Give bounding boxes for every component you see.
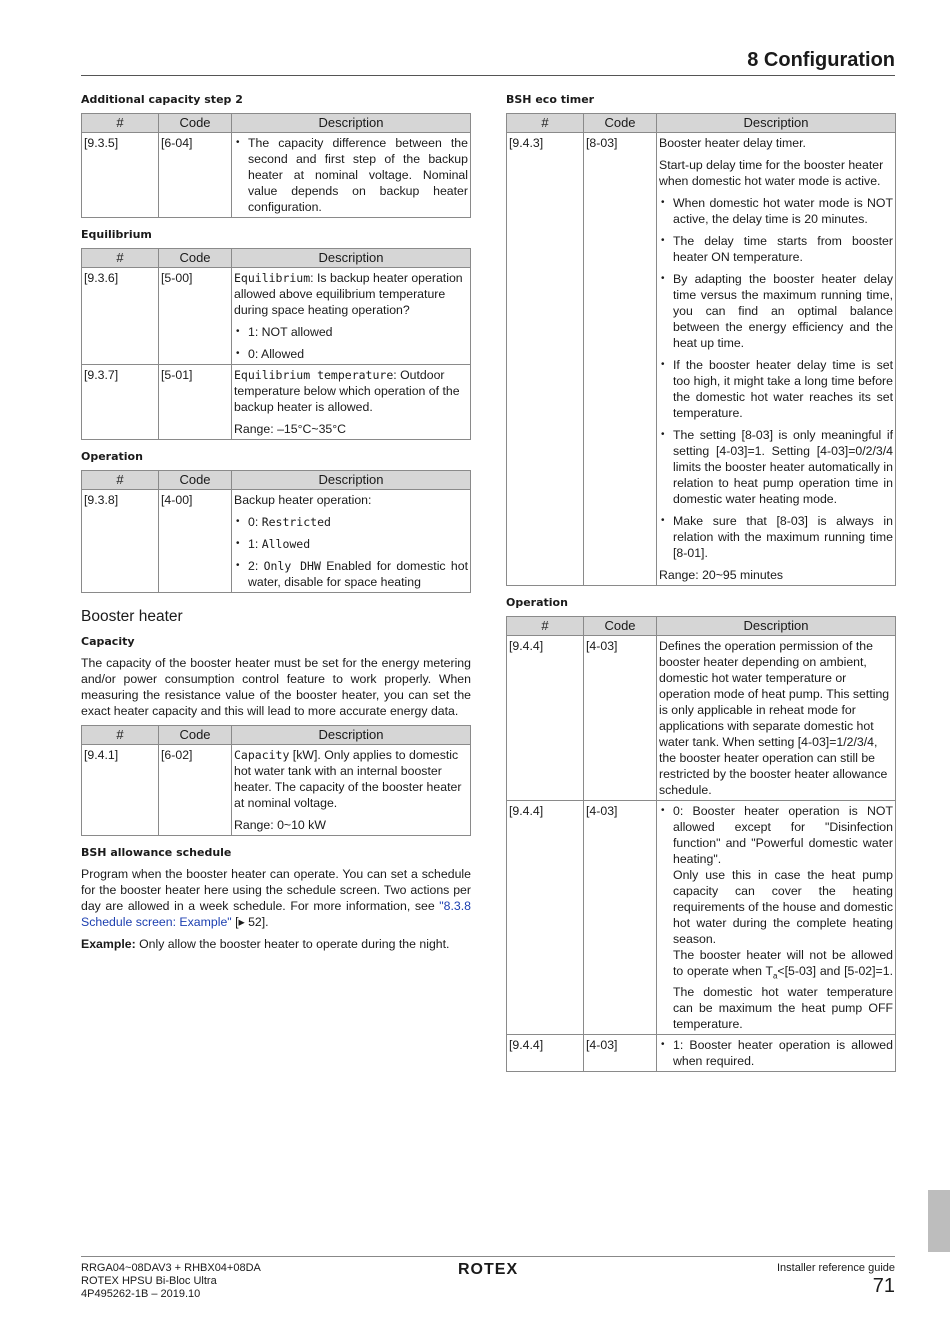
setting-number: [9.4.4] (507, 636, 584, 801)
col-description: Description (232, 471, 471, 490)
setting-code: [4-03] (584, 636, 657, 801)
operation-table (81, 470, 471, 593)
setting-description (232, 268, 471, 365)
setting-description (657, 801, 896, 1035)
example-label: Example: (81, 937, 136, 951)
col-hash: # (82, 114, 159, 133)
option-value: 0: (248, 515, 262, 529)
setting-code: [5-00] (159, 268, 232, 365)
list-item: • If the booster heater delay time is set too high, it might take a long time before the domestic hot water reaches its set temperature. (659, 357, 893, 421)
capacity-table (81, 725, 471, 836)
setting-range: Range: 20~95 minutes (659, 568, 784, 582)
setting-code: [4-03] (584, 1035, 657, 1072)
booster-heater-heading: Booster heater (81, 608, 183, 625)
setting-description (657, 133, 896, 586)
table-row (507, 1035, 896, 1072)
footer-rule (81, 1256, 895, 1257)
option-value: 2: (248, 559, 264, 573)
setting-description (232, 745, 471, 836)
capacity-title: Capacity (81, 635, 135, 648)
table-row (82, 490, 471, 593)
setting-text: : Is backup heater operation allowed above equilibrium temperature during space heating operation? (234, 271, 463, 317)
eco-timer-table (506, 113, 896, 586)
setting-number: [9.3.7] (82, 365, 159, 440)
setting-text: Start-up delay time for the booster heater when domestic hot water mode is active. (659, 158, 884, 188)
equilibrium-title: Equilibrium (81, 228, 152, 241)
list-item (659, 803, 893, 1032)
equilibrium-table (81, 248, 471, 440)
page-number: 71 (872, 1275, 895, 1297)
additional-capacity-table (81, 113, 471, 218)
rotex-logo: ROTEX (458, 1261, 519, 1278)
setting-term: Capacity (234, 748, 290, 762)
list-item: • When domestic hot water mode is NOT active, the delay time is 20 minutes. (659, 195, 893, 227)
section-title: 8 Configuration (747, 49, 895, 71)
setting-code: [6-04] (159, 133, 232, 218)
option-value: 1: (248, 537, 262, 551)
table-row (507, 636, 896, 801)
setting-code: [4-00] (159, 490, 232, 593)
setting-code: [4-03] (584, 801, 657, 1035)
option-text: Enabled for domestic hot water, disable for space heating (248, 559, 468, 589)
footer-guide-title: Installer reference guide (776, 1262, 895, 1274)
booster-operation-table (506, 616, 896, 1072)
setting-range: Range: 0~10 kW (234, 818, 326, 832)
note-text: The booster heater will not be allowed to operate when T (673, 948, 893, 978)
table-row (507, 133, 896, 586)
allowance-text: Program when the booster heater can operate. You can set a schedule for the booster heater here using the schedule screen. Two actions per day are allowed in a week schedule. For more information, see (81, 867, 471, 913)
list-item: • Make sure that [8-03] is always in relation with the maximum running time [8-01]. (659, 513, 893, 561)
setting-number: [9.3.8] (82, 490, 159, 593)
col-description: Description (657, 617, 896, 636)
setting-term: Equilibrium temperature (234, 368, 394, 382)
list-item (234, 558, 468, 590)
col-description: Description (232, 114, 471, 133)
setting-number: [9.3.6] (82, 268, 159, 365)
allowance-schedule-paragraph (81, 866, 471, 930)
col-code: Code (159, 726, 232, 745)
col-hash: # (82, 249, 159, 268)
setting-number: [9.4.4] (507, 1035, 584, 1072)
setting-number: [9.4.3] (507, 133, 584, 586)
right-column (506, 89, 896, 1082)
left-column (81, 89, 471, 958)
setting-description (657, 1035, 896, 1072)
setting-description (232, 133, 471, 218)
col-code: Code (584, 114, 657, 133)
list-item: • 0: Allowed (234, 346, 468, 362)
list-item: • The delay time starts from booster heater ON temperature. (659, 233, 893, 265)
col-hash: # (82, 471, 159, 490)
option-note (673, 947, 893, 1032)
col-code: Code (159, 471, 232, 490)
capacity-paragraph: The capacity of the booster heater must be set for the energy metering and/or power consumption control feature to work properly. When measuring the resistance value of the booster heater, you can set the exact heater capacity and this will lead to more accurate energy data. (81, 656, 471, 718)
table-row (82, 268, 471, 365)
col-code: Code (584, 617, 657, 636)
footer-document-info (81, 1262, 261, 1301)
col-code: Code (159, 114, 232, 133)
list-item: • The setting [8-03] is only meaningful if setting [4-03]=1. Setting [4-03]=0/2/3/4 limits the booster heater automatically in relation to heat pump operation time in domestic water heating mode. (659, 427, 893, 507)
table-row (82, 745, 471, 836)
list-item (234, 514, 468, 530)
footer-line: 4P495262-1B – 2019.10 (81, 1288, 201, 1300)
setting-description (232, 490, 471, 593)
col-hash: # (507, 114, 584, 133)
option-term: Allowed (261, 537, 311, 551)
setting-text: Booster heater delay timer. (659, 136, 806, 150)
list-item: • 1: Booster heater operation is allowed when required. (659, 1037, 893, 1069)
example-text: Only allow the booster heater to operate during the night. (135, 937, 450, 951)
eco-timer-title: BSH eco timer (506, 93, 595, 106)
setting-number: [9.3.5] (82, 133, 159, 218)
page-reference: [▸ 52]. (231, 915, 269, 929)
setting-description (232, 365, 471, 440)
option-term: Restricted (261, 515, 331, 529)
setting-description: Defines the operation permission of the booster heater depending on ambient, domestic hot water temperature or operation mode of heat pump. This setting is only applicable in reheat mode for applications with separate domestic hot water tank. When setting [4-03]=1/2/3/4, the booster heater operation can still be restricted by the booster heater allowance schedule. (657, 636, 896, 801)
header-rule (81, 75, 895, 76)
table-row (82, 133, 471, 218)
list-item: • By adapting the booster heater delay time versus the maximum running time, you can find an optimal balance between the energy efficiency and the heat up time. (659, 271, 893, 351)
col-description: Description (657, 114, 896, 133)
allowance-schedule-title: BSH allowance schedule (81, 846, 232, 859)
option-text: • 0: Booster heater operation is NOT allowed except for "Disinfection function" and "Powerful domestic water heating". (673, 804, 893, 866)
operation-title: Operation (81, 450, 143, 463)
setting-code: [8-03] (584, 133, 657, 586)
example-paragraph (81, 936, 471, 952)
setting-term: Equilibrium (234, 271, 311, 285)
setting-intro: Backup heater operation: (234, 493, 372, 507)
footer-line: RRGA04~08DAV3 + RHBX04+08DA (81, 1262, 261, 1274)
table-row (507, 801, 896, 1035)
setting-number: [9.4.1] (82, 745, 159, 836)
subscript: a (772, 971, 778, 981)
col-hash: # (507, 617, 584, 636)
table-row (82, 365, 471, 440)
list-item: • The capacity difference between the second and first step of the backup heater at nominal voltage. Nominal value depends on backup heater configuration. (234, 135, 468, 215)
option-note: Only use this in case the heat pump capacity can cover the heating requirements of the house and domestic hot water during the complete heating season. (673, 868, 893, 946)
setting-number: [9.4.4] (507, 801, 584, 1035)
additional-capacity-title: Additional capacity step 2 (81, 93, 243, 106)
list-item: • 1: NOT allowed (234, 324, 468, 340)
col-hash: # (82, 726, 159, 745)
col-code: Code (159, 249, 232, 268)
setting-text: : Outdoor temperature below which operation of the backup heater is allowed. (234, 368, 460, 414)
setting-code: [5-01] (159, 365, 232, 440)
col-description: Description (232, 249, 471, 268)
setting-text: [kW]. Only applies to domestic hot water tank with an internal booster heater. The capacity of the booster heater at nominal voltage. (234, 748, 462, 810)
list-item (234, 536, 468, 552)
setting-code: [6-02] (159, 745, 232, 836)
option-term: Only DHW (263, 559, 321, 573)
col-description: Description (232, 726, 471, 745)
chapter-tab (928, 1190, 950, 1252)
footer-line: ROTEX HPSU Bi-Bloc Ultra (81, 1275, 217, 1287)
schedule-screen-link[interactable]: "8.3.8 Schedule screen: Example" (81, 899, 471, 929)
operation-title-right: Operation (506, 596, 568, 609)
setting-range: Range: –15°C~35°C (234, 422, 347, 436)
note-text: <[5-03] and [5-02]=1. The domestic hot water temperature can be maximum the heat pump OFF temperature. (673, 964, 893, 1032)
